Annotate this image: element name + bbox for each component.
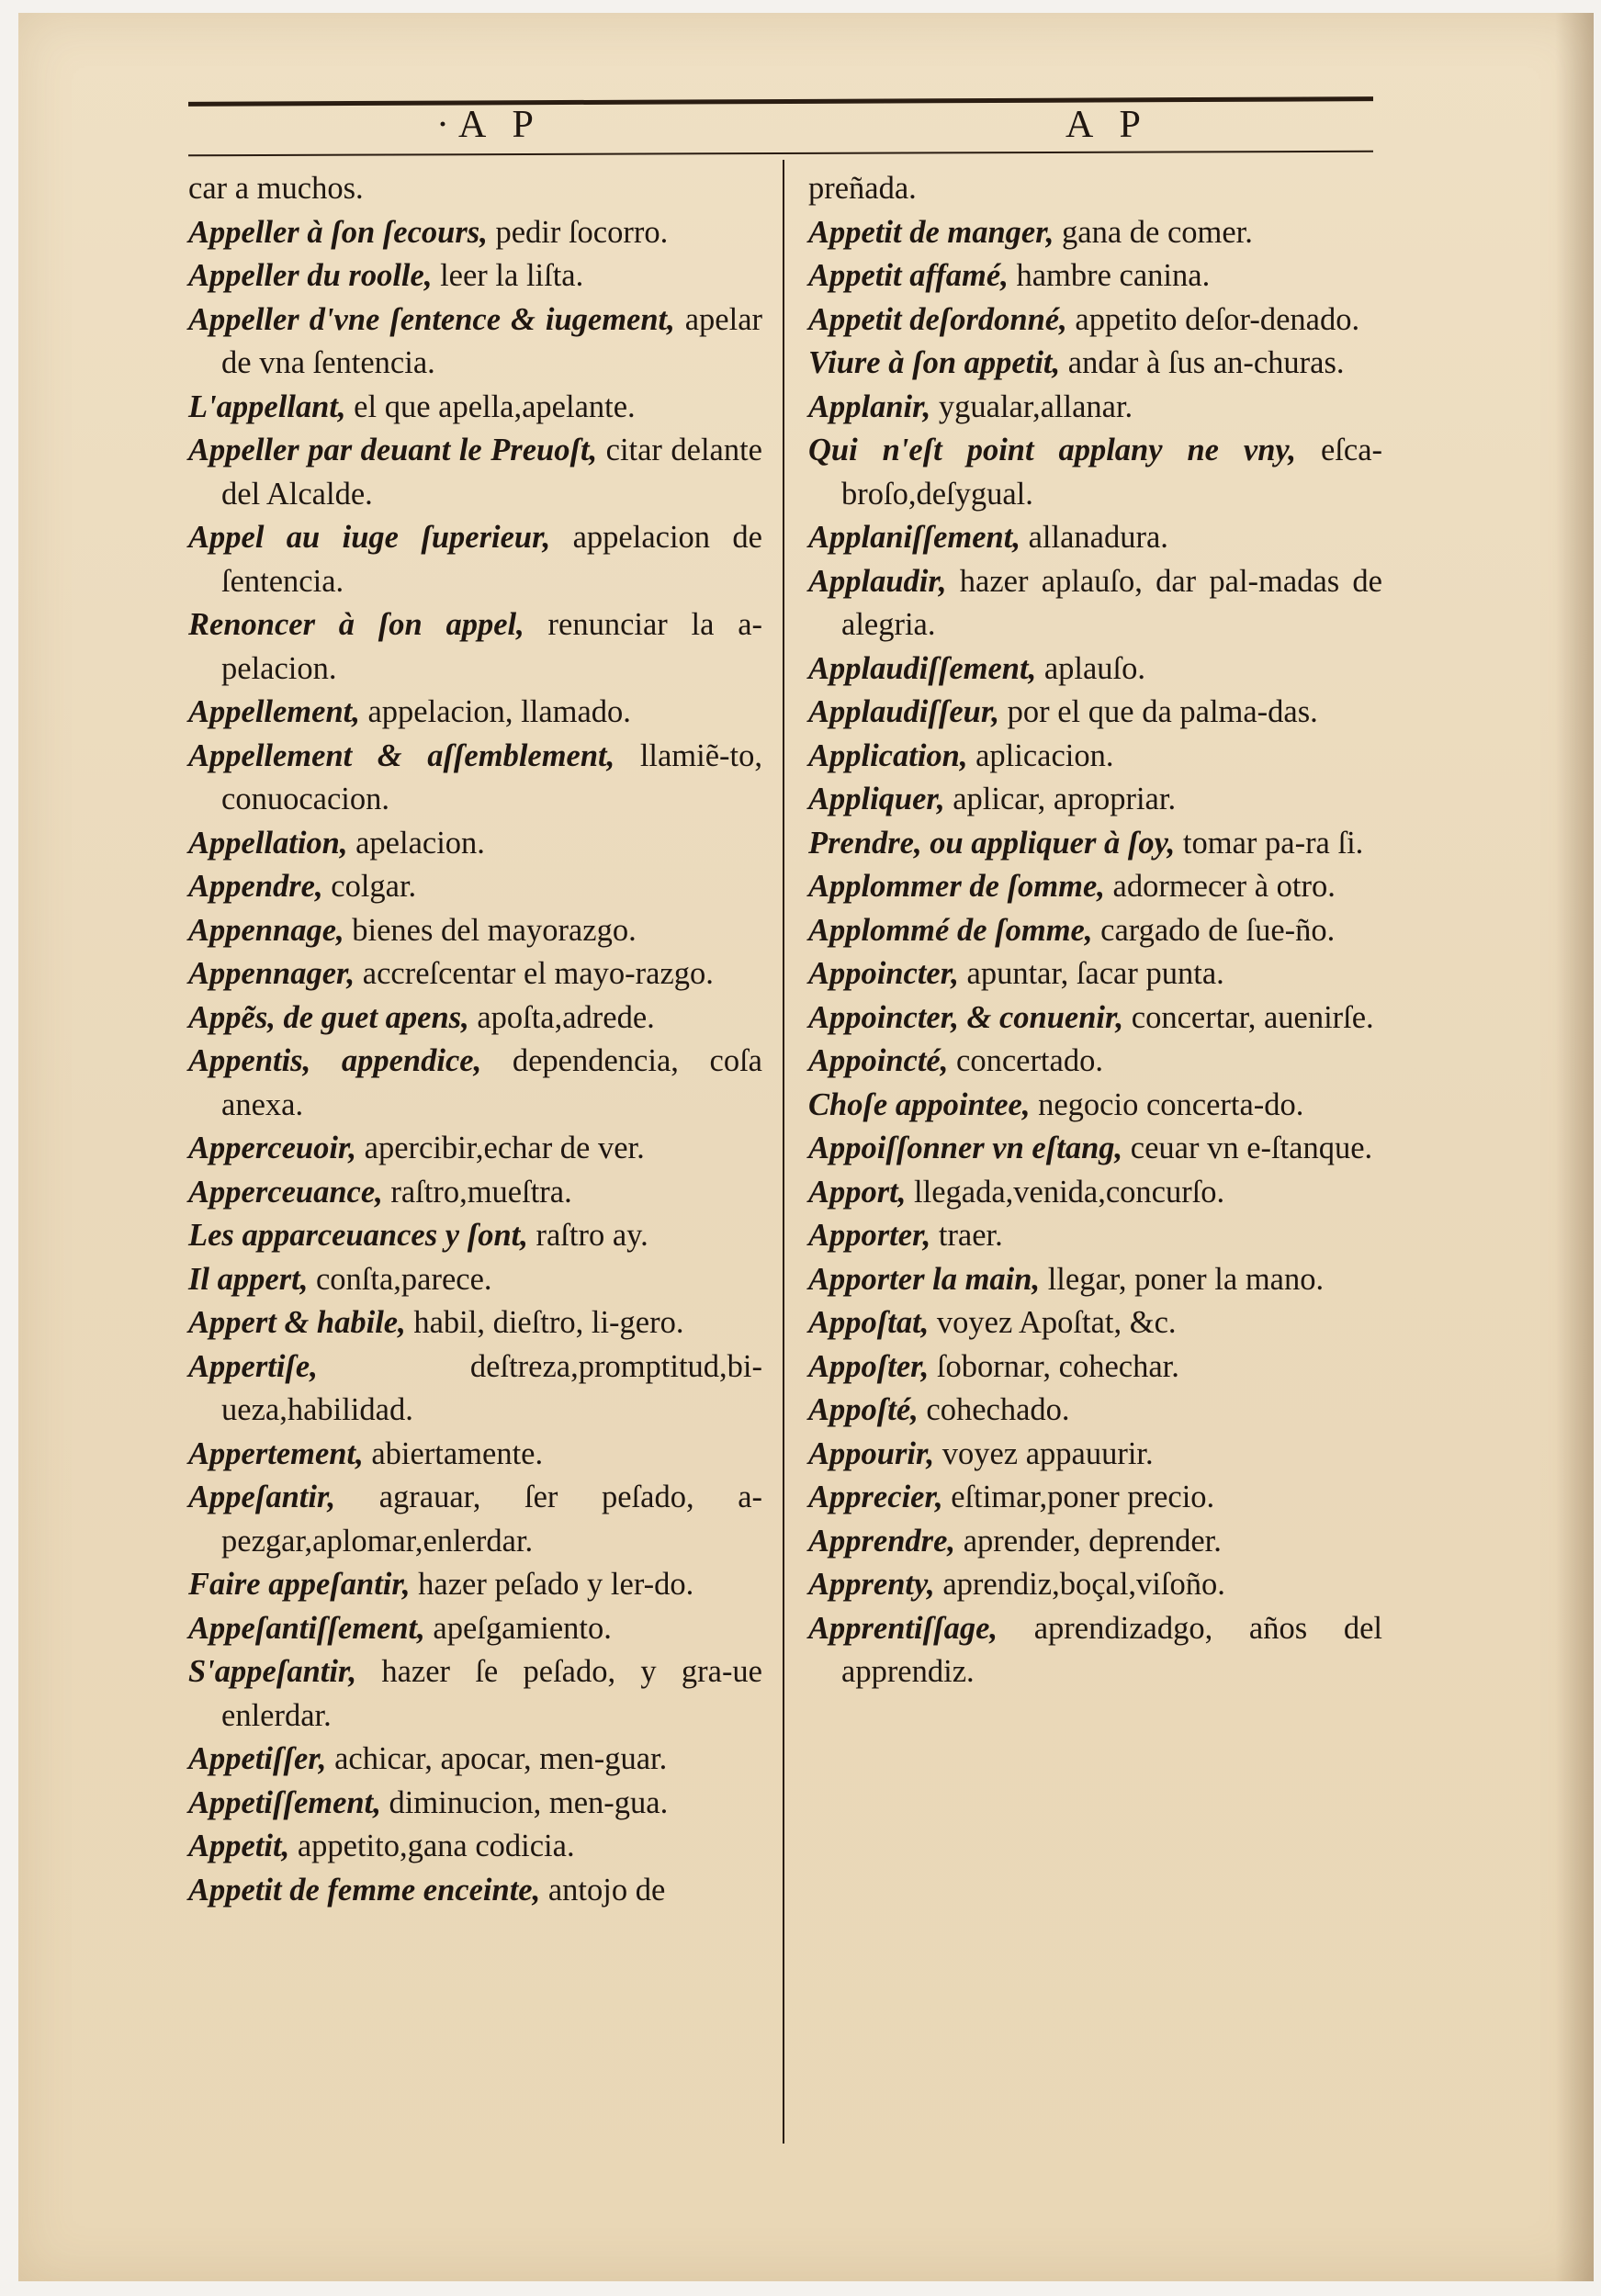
entry-headword: Appert & habile, <box>188 1305 406 1340</box>
entry-gloss: aprendizadgo, años del apprendiz. <box>841 1610 1382 1689</box>
dictionary-entry <box>808 735 1382 779</box>
header-rule-top <box>188 96 1373 107</box>
entry-gloss: renunciar la a-pelacion. <box>221 607 762 686</box>
entry-headword: Apprentiſſage, <box>808 1610 998 1646</box>
entry-gloss: habil, dieſtro, li-gero. <box>405 1305 684 1340</box>
entry-headword: Apperceuance, <box>188 1174 383 1210</box>
entry-gloss: apeſgamiento. <box>424 1610 612 1646</box>
dictionary-entry <box>188 691 762 735</box>
running-head-left: ·A P <box>436 104 543 146</box>
dictionary-entry <box>188 909 762 953</box>
entry-gloss: agrauar, ſer peſado, a-pezgar,aplomar,enlerdar. <box>221 1480 762 1559</box>
dictionary-entry <box>808 1433 1382 1477</box>
entry-gloss: gana de comer. <box>1054 214 1253 250</box>
entry-headword: S'appeſantir, <box>188 1654 357 1689</box>
dictionary-entry <box>188 996 762 1041</box>
entry-gloss: llamiẽ-to, conuocacion. <box>221 737 762 816</box>
entry-headword: Appetiſſement, <box>188 1784 381 1820</box>
entry-gloss: car a muchos. <box>188 171 364 206</box>
entry-headword: Apprecier, <box>808 1480 943 1514</box>
dictionary-entry <box>808 1476 1382 1520</box>
entry-headword: Appennager, <box>188 956 355 991</box>
entry-headword: Apporter, <box>808 1218 931 1253</box>
dictionary-entry <box>808 1345 1382 1390</box>
entry-headword: Appeller d'vne ſentence & iugement, <box>188 301 675 337</box>
entry-gloss: voyez Apoſtat, &c. <box>929 1305 1177 1340</box>
dictionary-entry <box>808 778 1382 822</box>
entry-gloss: bienes del mayorazgo. <box>344 912 637 948</box>
entry-gloss: cargado de ſue-ño. <box>1092 912 1336 948</box>
dictionary-entry <box>188 1563 762 1607</box>
entry-headword: Appertiſe, <box>188 1348 318 1384</box>
entry-gloss: hazer aplauſo, dar pal-madas de alegria. <box>841 563 1382 642</box>
entry-gloss: ſobornar, cohechar. <box>929 1348 1179 1384</box>
entry-headword: Renoncer à ſon appel, <box>188 607 524 642</box>
entry-gloss: citar delante del Alcalde. <box>221 433 762 512</box>
entry-gloss: apoſta,adrede. <box>468 999 655 1035</box>
entry-gloss: tomar pa-ra ſi. <box>1175 825 1364 861</box>
entry-headword: Appellement, <box>188 694 360 729</box>
entry-headword: Applaudiſſeur, <box>808 694 999 729</box>
dictionary-entry <box>808 691 1382 735</box>
entry-gloss: apelacion. <box>347 825 485 861</box>
dictionary-entry <box>188 735 762 822</box>
dictionary-entry <box>808 1040 1382 1084</box>
dictionary-entry <box>188 1171 762 1215</box>
entry-gloss: accreſcentar el mayo-razgo. <box>355 956 714 991</box>
entry-gloss: cohechado. <box>918 1392 1070 1427</box>
running-head <box>188 84 1373 167</box>
entry-headword: Appetiſſer, <box>188 1741 327 1776</box>
entry-gloss: allanadura. <box>1020 520 1168 555</box>
entry-gloss: leer la liſta. <box>432 258 584 293</box>
entry-headword: Appetit de femme enceinte, <box>188 1872 541 1908</box>
entry-gloss: colgar. <box>322 869 417 904</box>
entry-headword: Appennage, <box>188 912 344 948</box>
entry-gloss: concertado. <box>948 1043 1103 1078</box>
dictionary-entry <box>808 211 1382 255</box>
entry-headword: Appoſté, <box>808 1392 919 1427</box>
entry-gloss: raſtro,mueſtra. <box>382 1174 572 1210</box>
entry-gloss: hambre canina. <box>1008 258 1211 293</box>
dictionary-entry <box>808 167 1382 211</box>
entry-gloss: apelar de vna ſentencia. <box>221 301 762 380</box>
dictionary-entry <box>808 1607 1382 1694</box>
entry-headword: Apporter la main, <box>808 1261 1041 1297</box>
entry-gloss: aplicar, apropriar. <box>944 782 1177 816</box>
entry-gloss: achicar, apocar, men-guar. <box>326 1741 668 1776</box>
running-head-right: A P <box>1065 104 1150 146</box>
entry-gloss: ygualar,allanar. <box>930 388 1133 424</box>
dictionary-entry <box>808 386 1382 430</box>
entry-gloss: el que apella,apelante. <box>345 388 636 424</box>
entry-headword: Appeller à ſon ſecours, <box>188 214 488 250</box>
entry-headword: Appoiſſonner vn eſtang, <box>808 1131 1123 1165</box>
dictionary-entry <box>808 865 1382 909</box>
dictionary-entry <box>808 254 1382 298</box>
dictionary-entry <box>188 211 762 255</box>
entry-gloss: diminucion, men-gua. <box>380 1784 669 1820</box>
dictionary-entry <box>188 1782 762 1826</box>
dictionary-entry <box>808 996 1382 1041</box>
entry-gloss: aprendiz,boçal,viſoño. <box>934 1567 1225 1602</box>
entry-headword: Applaniſſement, <box>808 520 1020 555</box>
dictionary-entry <box>808 1084 1382 1128</box>
dictionary-entry <box>188 1650 762 1738</box>
book-page <box>18 13 1594 2281</box>
entry-gloss: conſta,parece. <box>308 1261 492 1297</box>
dictionary-entry <box>808 429 1382 516</box>
dictionary-entry <box>188 1301 762 1345</box>
dictionary-entry <box>808 952 1382 996</box>
dictionary-entry <box>808 1563 1382 1607</box>
dictionary-entry <box>188 1476 762 1563</box>
entry-gloss: concertar, auenirſe. <box>1123 999 1374 1035</box>
dictionary-entry <box>808 1214 1382 1258</box>
entry-headword: Applaudiſſement, <box>808 650 1037 686</box>
dictionary-entry <box>188 167 762 211</box>
column-divider <box>783 160 784 2144</box>
entry-headword: Appeſantiſſement, <box>188 1610 425 1646</box>
dictionary-entry <box>808 1171 1382 1215</box>
entry-gloss: aplauſo. <box>1036 650 1146 686</box>
entry-headword: Faire appeſantir, <box>188 1567 411 1602</box>
entry-gloss: antojo de <box>540 1872 666 1908</box>
entry-headword: Appoſtat, <box>808 1305 930 1340</box>
dictionary-entry <box>188 298 762 386</box>
entry-gloss: adormecer à otro. <box>1104 869 1336 904</box>
header-rule-bottom <box>188 151 1373 157</box>
entry-gloss: por el que da palma-das. <box>999 694 1318 729</box>
entry-headword: Appourir, <box>808 1435 935 1471</box>
dictionary-entry <box>808 647 1382 692</box>
entry-headword: Applommé de ſomme, <box>808 912 1093 948</box>
entry-headword: Apprenty, <box>808 1567 935 1602</box>
dictionary-entry <box>808 822 1382 866</box>
dictionary-entry <box>808 298 1382 343</box>
entry-headword: Appetit affamé, <box>808 258 1009 293</box>
entry-gloss: raſtro ay. <box>527 1218 648 1253</box>
entry-gloss: ceuar vn e-ſtanque. <box>1122 1131 1373 1165</box>
dictionary-entry <box>808 1520 1382 1564</box>
entry-headword: Appetit deſordonné, <box>808 301 1067 337</box>
entry-headword: Appertement, <box>188 1435 364 1471</box>
dictionary-entry <box>188 865 762 909</box>
entry-gloss: hazer peſado y ler-do. <box>410 1567 694 1602</box>
entry-gloss: abiertamente. <box>363 1435 544 1471</box>
dictionary-entry <box>188 952 762 996</box>
entry-gloss: preñada. <box>808 171 917 206</box>
entry-gloss: traer. <box>930 1218 1003 1253</box>
entry-gloss: dependencia, coſa anexa. <box>221 1043 762 1122</box>
entry-headword: Appetit de manger, <box>808 214 1054 250</box>
entry-gloss: deſtreza,promptitud,bi-ueza,habilidad. <box>221 1348 762 1427</box>
entry-headword: Appentis, appendice, <box>188 1043 482 1078</box>
entry-gloss: apercibir,echar de ver. <box>356 1131 645 1165</box>
entry-gloss: hazer ſe peſado, y gra-ue enlerdar. <box>221 1654 762 1733</box>
dictionary-entry <box>188 1345 762 1433</box>
entry-headword: Apport, <box>808 1174 907 1210</box>
entry-gloss: eſtimar,poner precio. <box>942 1480 1215 1514</box>
left-column <box>188 167 762 1912</box>
dictionary-entry <box>188 1825 762 1869</box>
entry-headword: Appoſter, <box>808 1348 930 1384</box>
entry-gloss: llegar, poner la mano. <box>1040 1261 1325 1297</box>
dictionary-entry <box>188 1869 762 1913</box>
entry-headword: Appendre, <box>188 869 323 904</box>
entry-headword: Appoincter, <box>808 956 959 991</box>
dictionary-entry <box>808 1258 1382 1302</box>
entry-gloss: appelacion de ſentencia. <box>221 520 762 599</box>
entry-headword: Appellement & aſſemblement, <box>188 737 615 773</box>
entry-headword: Appeller du roolle, <box>188 258 433 293</box>
dictionary-entry <box>188 1433 762 1477</box>
dictionary-entry <box>188 254 762 298</box>
entry-headword: Viure à ſon appetit, <box>808 345 1061 380</box>
entry-headword: Appliquer, <box>808 782 945 816</box>
binding-shadow <box>1555 13 1594 2281</box>
entry-headword: Application, <box>808 737 968 773</box>
entry-gloss: pedir ſocorro. <box>487 214 669 250</box>
entry-headword: Applommer de ſomme, <box>808 869 1105 904</box>
dictionary-entry <box>188 516 762 603</box>
entry-headword: Apperceuoir, <box>188 1131 357 1165</box>
entry-headword: Il appert, <box>188 1261 309 1297</box>
dictionary-entry <box>188 1040 762 1127</box>
dictionary-entry <box>808 560 1382 647</box>
entry-gloss: voyez appauurir. <box>934 1435 1154 1471</box>
entry-gloss: eſca-broſo,deſygual. <box>841 433 1382 512</box>
entry-headword: Appoincté, <box>808 1043 949 1078</box>
dictionary-entry <box>188 386 762 430</box>
entry-gloss: andar à ſus an-churas. <box>1060 345 1345 380</box>
entry-gloss: appetito,gana codicia. <box>289 1829 575 1863</box>
entry-gloss: llegada,venida,concurſo. <box>906 1174 1225 1210</box>
entry-headword: Prendre, ou appliquer à ſoy, <box>808 825 1176 861</box>
dictionary-entry <box>188 603 762 691</box>
dictionary-entry <box>188 429 762 516</box>
entry-headword: Applaudir, <box>808 563 947 599</box>
entry-headword: Appeller par deuant le Preuoſt, <box>188 433 598 467</box>
dictionary-entry <box>188 1127 762 1171</box>
dictionary-entry <box>808 1389 1382 1433</box>
dictionary-entry <box>188 1214 762 1258</box>
dictionary-entry <box>808 516 1382 560</box>
dictionary-entry <box>808 342 1382 386</box>
entry-headword: Appel au iuge ſuperieur, <box>188 520 551 555</box>
entry-headword: Appẽs, de guet apens, <box>188 999 469 1035</box>
dictionary-entry <box>188 1738 762 1782</box>
dictionary-entry <box>808 1127 1382 1171</box>
dictionary-entry <box>188 1258 762 1302</box>
entry-gloss: negocio concerta-do. <box>1030 1086 1304 1122</box>
entry-headword: Appoincter, & conuenir, <box>808 999 1124 1035</box>
entry-gloss: apuntar, ſacar punta. <box>958 956 1224 991</box>
entry-headword: Apprendre, <box>808 1523 956 1559</box>
dictionary-entry <box>188 1607 762 1651</box>
entry-headword: Qui n'eſt point applany ne vny, <box>808 433 1297 467</box>
entry-headword: Les apparceuances y ſont, <box>188 1218 528 1253</box>
entry-headword: Appetit, <box>188 1829 290 1863</box>
dictionary-entry <box>808 1301 1382 1345</box>
entry-headword: Choſe appointee, <box>808 1086 1031 1122</box>
entry-gloss: appetito deſor-denado. <box>1066 301 1360 337</box>
entry-headword: Appellation, <box>188 825 348 861</box>
dictionary-entry <box>808 909 1382 953</box>
entry-headword: L'appellant, <box>188 388 346 424</box>
right-column <box>808 167 1382 1694</box>
entry-gloss: appelacion, llamado. <box>359 694 631 729</box>
entry-headword: Applanir, <box>808 388 931 424</box>
dictionary-entry <box>188 822 762 866</box>
entry-gloss: aplicacion. <box>967 737 1114 773</box>
entry-headword: Appeſantir, <box>188 1480 336 1514</box>
entry-gloss: aprender, deprender. <box>955 1523 1222 1559</box>
